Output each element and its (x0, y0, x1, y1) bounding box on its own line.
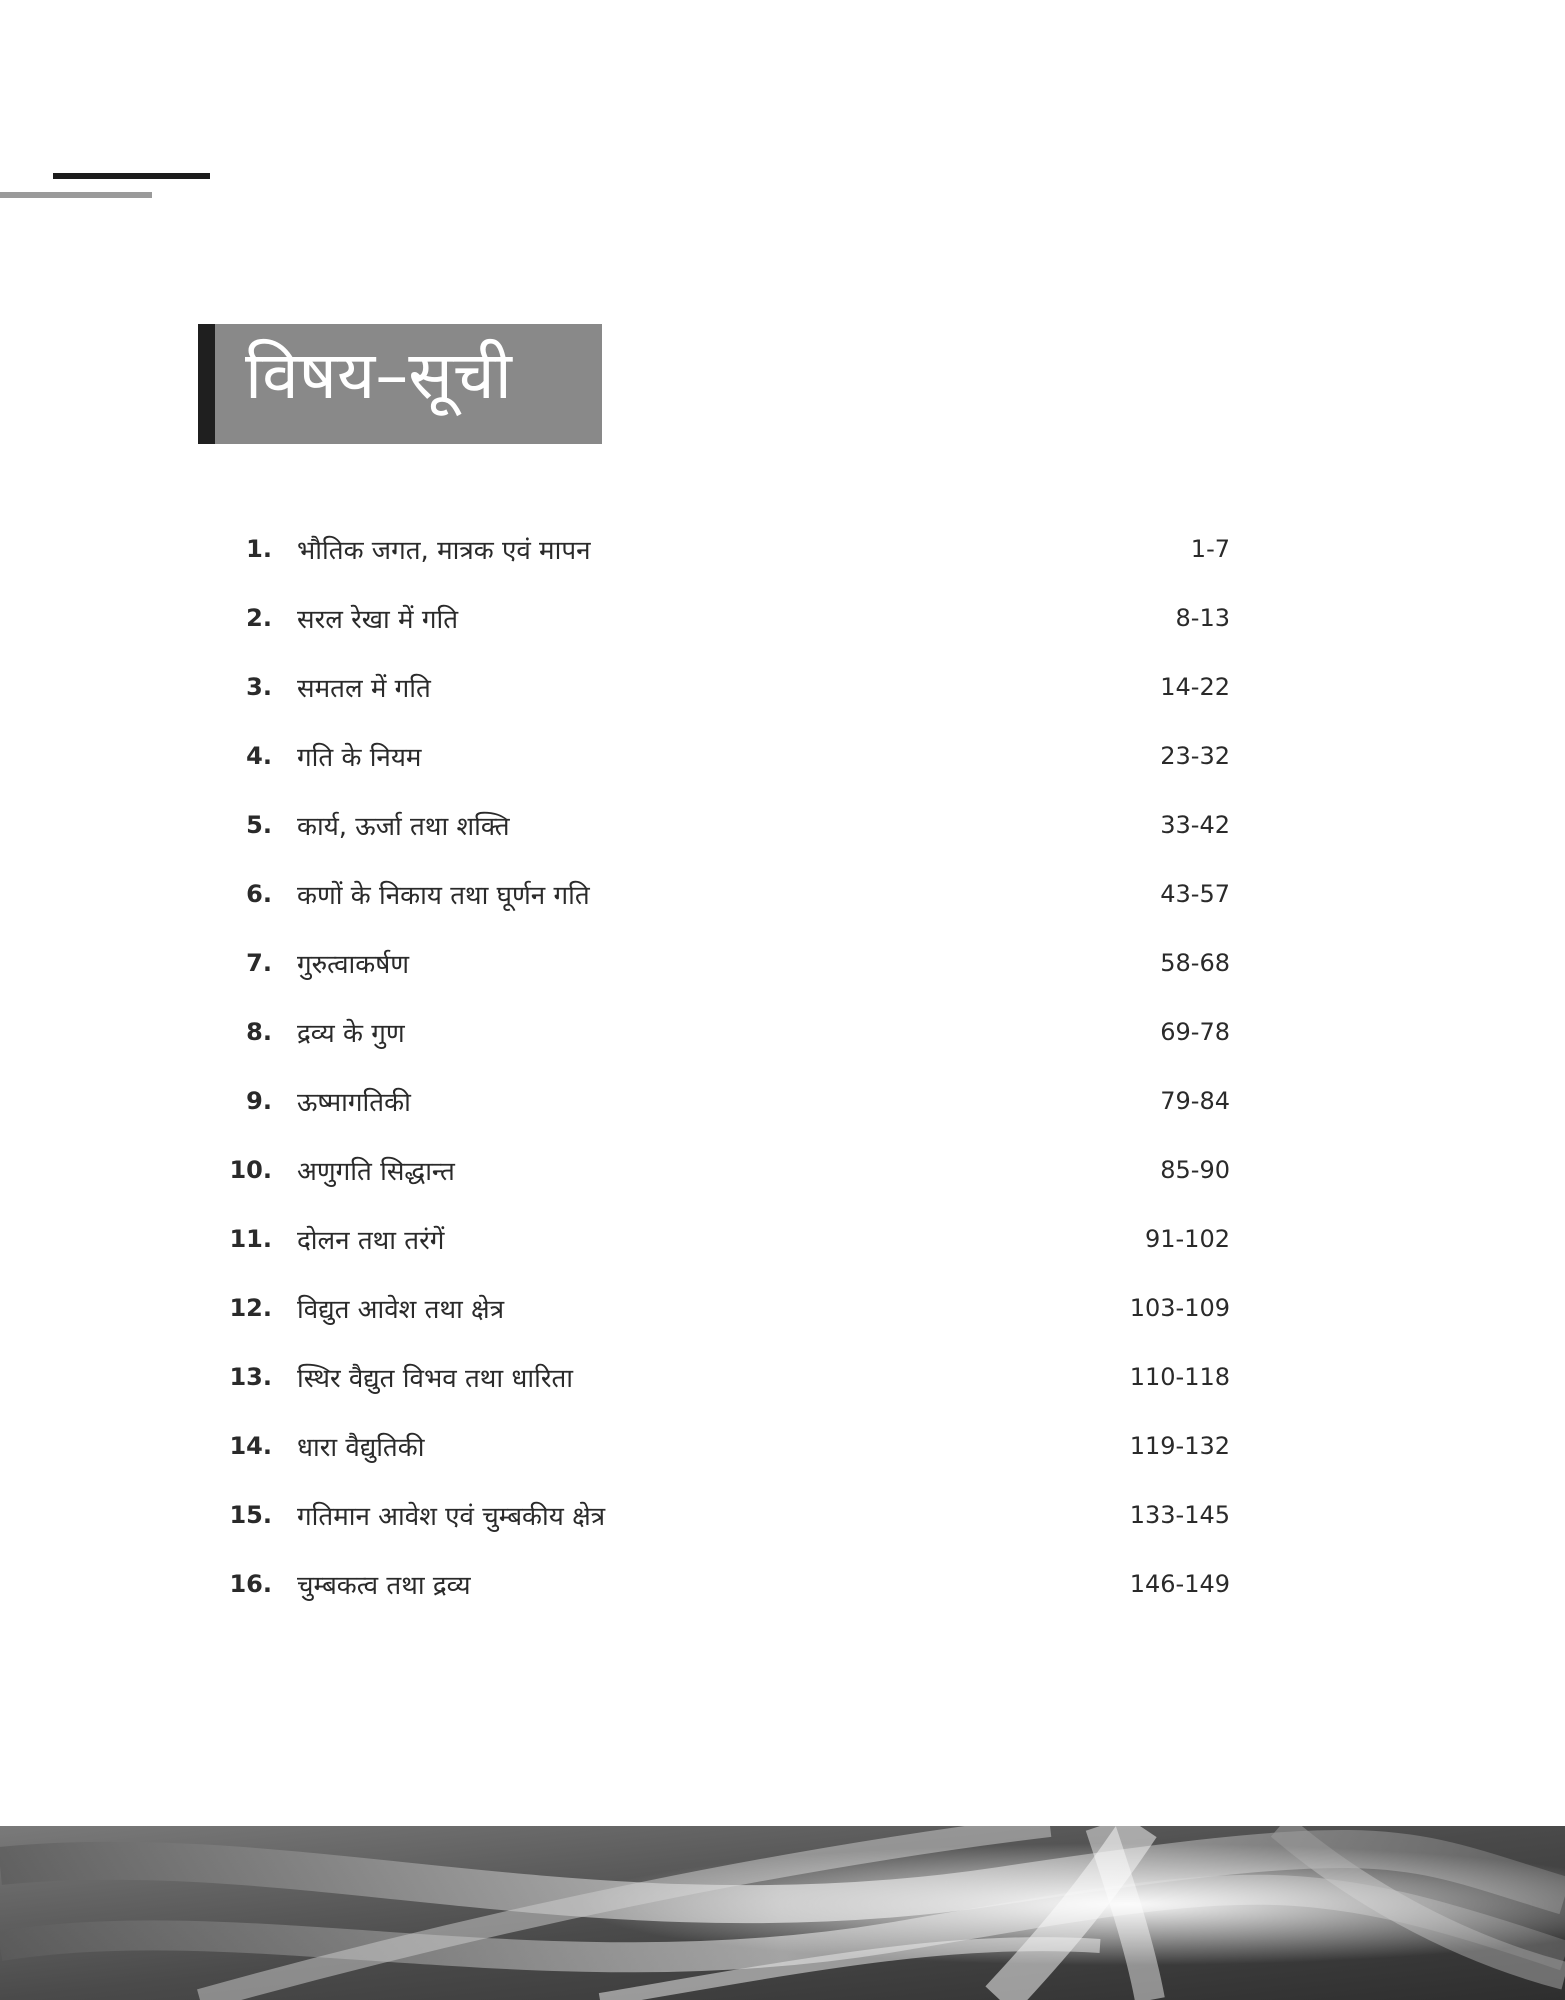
toc-entry-title: ऊष्मागतिकी (297, 1088, 411, 1118)
table-of-contents (220, 525, 1230, 1629)
toc-entry-pages: 85-90 (1160, 1156, 1230, 1184)
toc-entry-pages: 133-145 (1129, 1501, 1230, 1529)
toc-entry (220, 525, 1230, 594)
toc-entry-pages: 33-42 (1160, 811, 1230, 839)
toc-entry-pages: 146-149 (1129, 1570, 1230, 1598)
toc-entry-number: 11. (229, 1225, 272, 1253)
toc-entry-title: गतिमान आवेश एवं चुम्बकीय क्षेत्र (297, 1502, 606, 1532)
toc-entry-number: 7. (246, 949, 272, 977)
toc-entry-title: कणों के निकाय तथा घूर्णन गति (297, 881, 590, 911)
toc-entry-number: 2. (246, 604, 272, 632)
toc-entry-title: चुम्बकत्व तथा द्रव्य (297, 1571, 471, 1601)
toc-entry-title: स्थिर वैद्युत विभव तथा धारिता (297, 1364, 574, 1394)
toc-entry-number: 15. (229, 1501, 272, 1529)
toc-entry-title: कार्य, ऊर्जा तथा शक्ति (297, 812, 510, 842)
toc-entry-title: गति के नियम (297, 743, 422, 773)
toc-entry (220, 1491, 1230, 1560)
toc-entry-title: द्रव्य के गुण (297, 1019, 405, 1049)
toc-entry-pages: 8-13 (1175, 604, 1230, 632)
toc-entry-pages: 14-22 (1160, 673, 1230, 701)
toc-entry (220, 801, 1230, 870)
toc-entry-pages: 119-132 (1129, 1432, 1230, 1460)
toc-entry-number: 12. (229, 1294, 272, 1322)
toc-entry-pages: 110-118 (1129, 1363, 1230, 1391)
toc-entry-number: 1. (246, 535, 272, 563)
toc-entry-number: 10. (229, 1156, 272, 1184)
toc-entry-title: दोलन तथा तरंगें (297, 1226, 445, 1256)
toc-entry (220, 1284, 1230, 1353)
toc-entry-number: 13. (229, 1363, 272, 1391)
toc-entry-number: 5. (246, 811, 272, 839)
footer-decorative-image (0, 1826, 1565, 2000)
toc-entry (220, 594, 1230, 663)
toc-entry (220, 1353, 1230, 1422)
toc-entry-title: गुरुत्वाकर्षण (297, 950, 410, 980)
toc-entry-pages: 23-32 (1160, 742, 1230, 770)
header-rule-grey (0, 192, 152, 198)
toc-entry (220, 870, 1230, 939)
toc-entry-number: 9. (246, 1087, 272, 1115)
toc-entry (220, 732, 1230, 801)
title-banner (198, 324, 602, 444)
toc-entry-pages: 79-84 (1160, 1087, 1230, 1115)
toc-entry-title: सरल रेखा में गति (297, 605, 459, 635)
toc-entry (220, 939, 1230, 1008)
toc-entry-pages: 69-78 (1160, 1018, 1230, 1046)
toc-entry (220, 663, 1230, 732)
toc-entry-title: भौतिक जगत, मात्रक एवं मापन (297, 536, 591, 566)
toc-entry (220, 1077, 1230, 1146)
toc-entry-number: 8. (246, 1018, 272, 1046)
toc-entry-number: 14. (229, 1432, 272, 1460)
toc-entry-title: विद्युत आवेश तथा क्षेत्र (297, 1295, 505, 1325)
toc-entry-pages: 103-109 (1129, 1294, 1230, 1322)
toc-entry (220, 1215, 1230, 1284)
toc-entry (220, 1560, 1230, 1629)
toc-entry-number: 16. (229, 1570, 272, 1598)
page-title: विषय–सूची (245, 337, 512, 414)
toc-entry-number: 4. (246, 742, 272, 770)
toc-entry-title: धारा वैद्युतिकी (297, 1433, 425, 1463)
toc-entry-number: 3. (246, 673, 272, 701)
toc-entry-pages: 1-7 (1190, 535, 1230, 563)
toc-entry-pages: 58-68 (1160, 949, 1230, 977)
toc-entry-pages: 43-57 (1160, 880, 1230, 908)
toc-entry-number: 6. (246, 880, 272, 908)
header-rule-dark (53, 173, 210, 179)
toc-entry-pages: 91-102 (1144, 1225, 1230, 1253)
toc-entry-title: समतल में गति (297, 674, 431, 704)
toc-entry (220, 1422, 1230, 1491)
toc-entry-title: अणुगति सिद्धान्त (297, 1157, 455, 1187)
toc-entry (220, 1146, 1230, 1215)
toc-entry (220, 1008, 1230, 1077)
